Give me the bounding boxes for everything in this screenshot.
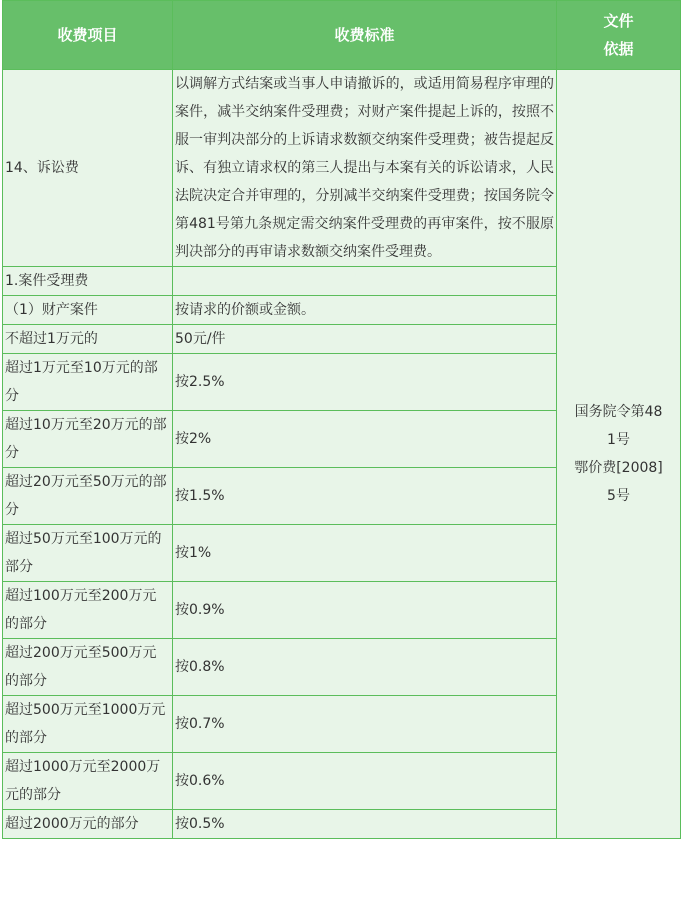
tier-range: 超过20万元至50万元的部分	[3, 468, 173, 525]
lawsuit-desc: 以调解方式结案或当事人申请撤诉的，或适用简易程序审理的案件，减半交纳案件受理费；对财产案件提起上诉的，按照不服一审判决部分的上诉请求数额交纳案件受理费；被告提起反诉、有独立请求权的第三人提出与本案有关的诉讼请求，人民法院决定合并审理的，分别减半交纳案件受理费；按国务院令第481号第九条规定需交纳案件受理费的再审案件，按不服原判决部分的再审请求数额交纳案件受理费。	[173, 70, 557, 267]
tier-rate: 50元/件	[173, 325, 557, 354]
property-case-item: （1）财产案件	[3, 296, 173, 325]
header-basis-line2: 依据	[603, 40, 634, 58]
tier-range: 超过1万元至10万元的部分	[3, 354, 173, 411]
tier-rate: 按2.5%	[173, 354, 557, 411]
basis-line2: 1号	[607, 432, 630, 448]
case-fee-standard	[173, 267, 557, 296]
header-standard: 收费标准	[173, 1, 557, 70]
tier-range: 不超过1万元的	[3, 325, 173, 354]
basis-line3: 鄂价费[2008]	[574, 460, 663, 476]
tier-rate: 按0.9%	[173, 582, 557, 639]
tier-range: 超过2000万元的部分	[3, 810, 173, 839]
tier-rate: 按2%	[173, 411, 557, 468]
tier-range: 超过200万元至500万元的部分	[3, 639, 173, 696]
fee-table	[2, 0, 681, 839]
basis-line4: 5号	[607, 488, 630, 504]
case-fee-item: 1.案件受理费	[3, 267, 173, 296]
header-row	[3, 1, 681, 70]
tier-rate: 按1.5%	[173, 468, 557, 525]
tier-range: 超过500万元至1000万元的部分	[3, 696, 173, 753]
tier-range: 超过100万元至200万元的部分	[3, 582, 173, 639]
property-case-standard: 按请求的价额或金额。	[173, 296, 557, 325]
table-row	[3, 70, 681, 267]
basis-cell	[557, 70, 681, 839]
tier-rate: 按0.6%	[173, 753, 557, 810]
tier-range: 超过10万元至20万元的部分	[3, 411, 173, 468]
header-basis-line1: 文件	[603, 12, 634, 30]
lawsuit-item: 14、诉讼费	[3, 70, 173, 267]
tier-rate: 按1%	[173, 525, 557, 582]
header-item: 收费项目	[3, 1, 173, 70]
header-basis	[557, 1, 681, 70]
tier-range: 超过1000万元至2000万元的部分	[3, 753, 173, 810]
basis-line1: 国务院令第48	[574, 404, 663, 420]
tier-range: 超过50万元至100万元的部分	[3, 525, 173, 582]
tier-rate: 按0.5%	[173, 810, 557, 839]
tier-rate: 按0.8%	[173, 639, 557, 696]
tier-rate: 按0.7%	[173, 696, 557, 753]
